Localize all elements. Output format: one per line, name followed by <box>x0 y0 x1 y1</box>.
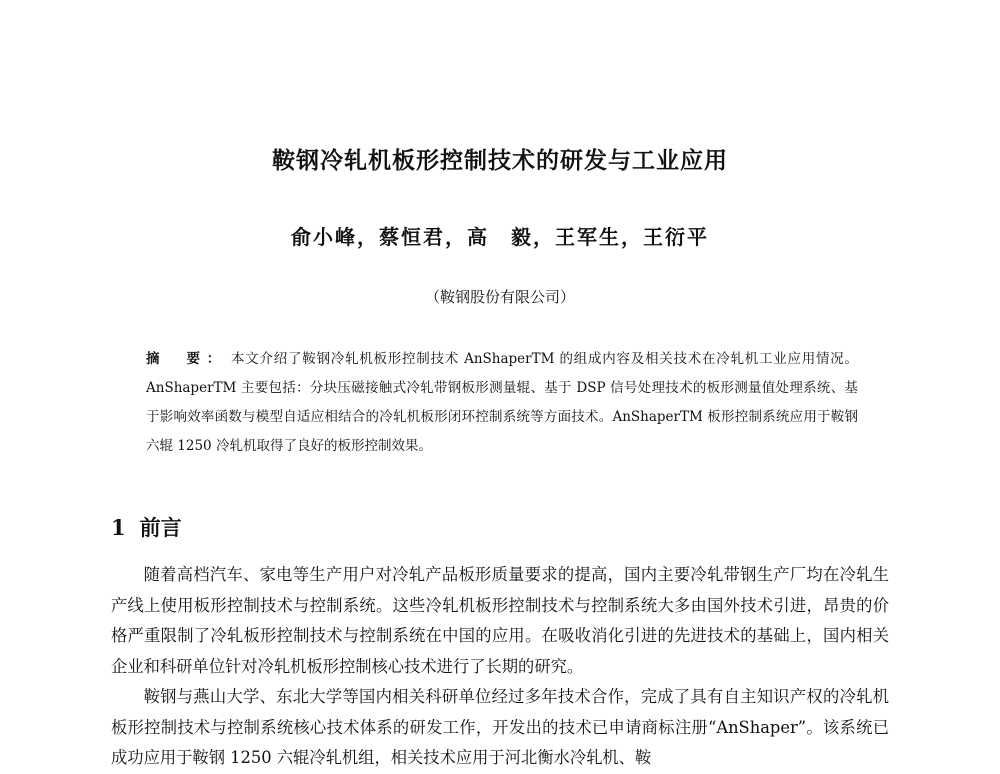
paper-title: 鞍钢冷轧机板形控制技术的研发与工业应用 <box>272 148 728 174</box>
body-paragraph: 鞍钢与燕山大学、东北大学等国内相关科研单位经过多年技术合作，完成了具有自主知识产权的冷轧机板形控制技术与控制系统核心技术体系的研发工作，开发出的技术已申请商标注册“AnShaper”。该系统已成功应用于鞍钢 1250 六辊冷轧机组，相关技术应用于河北衡水冷轧机、鞍 <box>111 687 889 767</box>
abstract <box>146 345 858 461</box>
abstract-label: 摘 要： <box>146 351 228 367</box>
author-list: 俞小峰，蔡恒君，高 毅，王军生，王衍平 <box>291 225 709 249</box>
body-paragraph: 随着高档汽车、家电等生产用户对冷轧产品板形质量要求的提高，国内主要冷轧带钢生产厂均在冷轧生产线上使用板形控制技术与控制系统。这些冷轧机板形控制技术与控制系统大多由国外技术引进，昂贵的价格严重限制了冷轧板形控制技术与控制系统在中国的应用。在吸收消化引进的先进技术的基础上，国内相关企业和科研单位针对冷轧机板形控制核心技术进行了长期的研究。 <box>111 565 889 676</box>
abstract-text: 本文介绍了鞍钢冷轧机板形控制技术 AnShaperTM 的组成内容及相关技术在冷轧机工业应用情况。AnShaperTM 主要包括：分块压磁接触式冷轧带钢板形测量辊、基于 DSP 信号处理技术的板形测量值处理系统、基于影响效率函数与模型自适应相结合的冷轧机板形闭环控制系统等方面技术。AnShaperTM 板形控制系统应用于鞍钢六辊 1250 冷轧机取得了良好的板形控制效果。 <box>146 351 859 454</box>
affiliation: （鞍钢股份有限公司） <box>424 288 575 306</box>
section-heading-text: 前言 <box>139 515 182 540</box>
section-number: 1 <box>111 515 126 540</box>
section-body <box>111 560 889 774</box>
section-heading <box>111 512 182 542</box>
